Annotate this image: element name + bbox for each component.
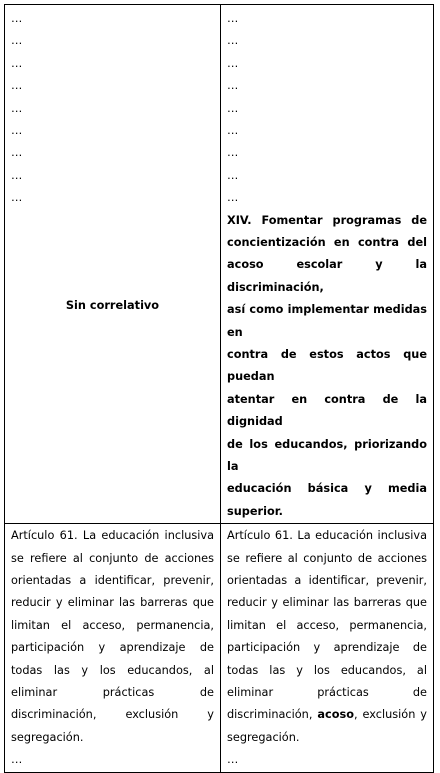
text-line: educación básica y media bbox=[227, 482, 427, 496]
table-row bbox=[5, 5, 434, 524]
text-fragment: , exclusión y bbox=[353, 708, 427, 722]
text-line: participación y aprendizaje de bbox=[227, 641, 427, 655]
text-line: reducir y eliminar las barreras que bbox=[227, 596, 427, 610]
text-line: de los educandos, priorizando la bbox=[227, 437, 427, 473]
table-row bbox=[5, 524, 434, 772]
text-line: discriminación, exclusión y bbox=[11, 708, 214, 722]
text-line: segregación. bbox=[227, 730, 300, 744]
text-fragment: discriminación, bbox=[227, 708, 318, 722]
ellipsis: … bbox=[11, 101, 23, 115]
comparison-table bbox=[4, 4, 434, 773]
text-line: orientadas a identificar, prevenir, bbox=[11, 574, 214, 588]
text-line: XIV. Fomentar programas de bbox=[227, 213, 427, 227]
ellipsis: … bbox=[11, 168, 23, 182]
ellipsis: … bbox=[227, 101, 239, 115]
ellipsis: … bbox=[11, 79, 23, 93]
ellipsis: … bbox=[11, 12, 23, 25]
text-line: acoso escolar y la discriminación, bbox=[227, 258, 427, 294]
right-cell-row1 bbox=[221, 5, 434, 524]
ellipsis: … bbox=[227, 34, 239, 48]
ellipsis: … bbox=[11, 34, 23, 48]
text-line: limitan el acceso, permanencia, bbox=[11, 618, 214, 632]
ellipsis: … bbox=[227, 168, 239, 182]
text-line: eliminar prácticas de bbox=[227, 686, 427, 700]
text-line: contra de estos actos que puedan bbox=[227, 347, 427, 384]
left-cell-row2 bbox=[5, 524, 221, 772]
text-line: limitan el acceso, permanencia, bbox=[227, 618, 427, 632]
text-line: segregación. bbox=[11, 730, 84, 744]
article-61-current-text bbox=[11, 525, 214, 749]
fraction-xiv-text bbox=[227, 210, 427, 524]
article-61-proposed-text bbox=[227, 525, 427, 749]
no-correlative-label: Sin correlativo bbox=[65, 299, 160, 313]
left-ellipsis-list bbox=[11, 7, 214, 210]
text-line: así como implementar medidas en bbox=[227, 303, 427, 339]
ellipsis: … bbox=[227, 146, 239, 160]
text-line: Artículo 61. La educación inclusiva bbox=[11, 529, 214, 543]
ellipsis: … bbox=[11, 146, 23, 160]
text-line: reducir y eliminar las barreras que bbox=[11, 596, 214, 610]
text-line: superior. bbox=[227, 504, 283, 518]
ellipsis: … bbox=[11, 753, 23, 767]
ellipsis: … bbox=[11, 191, 23, 205]
ellipsis: … bbox=[11, 56, 23, 70]
ellipsis: … bbox=[227, 79, 239, 93]
ellipsis: … bbox=[227, 191, 239, 205]
ellipsis: … bbox=[227, 753, 239, 767]
text-line-with-bold bbox=[227, 704, 427, 726]
text-line: participación y aprendizaje de bbox=[11, 641, 214, 655]
right-cell-row2 bbox=[221, 524, 434, 772]
text-line: atentar en contra de la dignidad bbox=[227, 392, 427, 429]
text-line: todas las y los educandos, al bbox=[11, 663, 214, 677]
ellipsis: … bbox=[11, 123, 23, 137]
text-line: eliminar prácticas de bbox=[11, 686, 214, 700]
no-correlative-wrap bbox=[11, 210, 214, 404]
text-line: se refiere al conjunto de acciones bbox=[11, 551, 214, 565]
ellipsis: … bbox=[227, 123, 239, 137]
left-cell-row1 bbox=[5, 5, 221, 524]
ellipsis: … bbox=[227, 12, 239, 25]
bold-term-acoso: acoso bbox=[317, 708, 354, 722]
ellipsis: … bbox=[227, 56, 239, 70]
text-line: se refiere al conjunto de acciones bbox=[227, 551, 427, 565]
text-line: orientadas a identificar, prevenir, bbox=[227, 574, 427, 588]
text-line: concientización en contra del bbox=[227, 235, 427, 249]
right-ellipsis-list bbox=[227, 7, 427, 210]
text-line: Artículo 61. La educación inclusiva bbox=[227, 529, 427, 543]
text-line: todas las y los educandos, al bbox=[227, 663, 427, 677]
